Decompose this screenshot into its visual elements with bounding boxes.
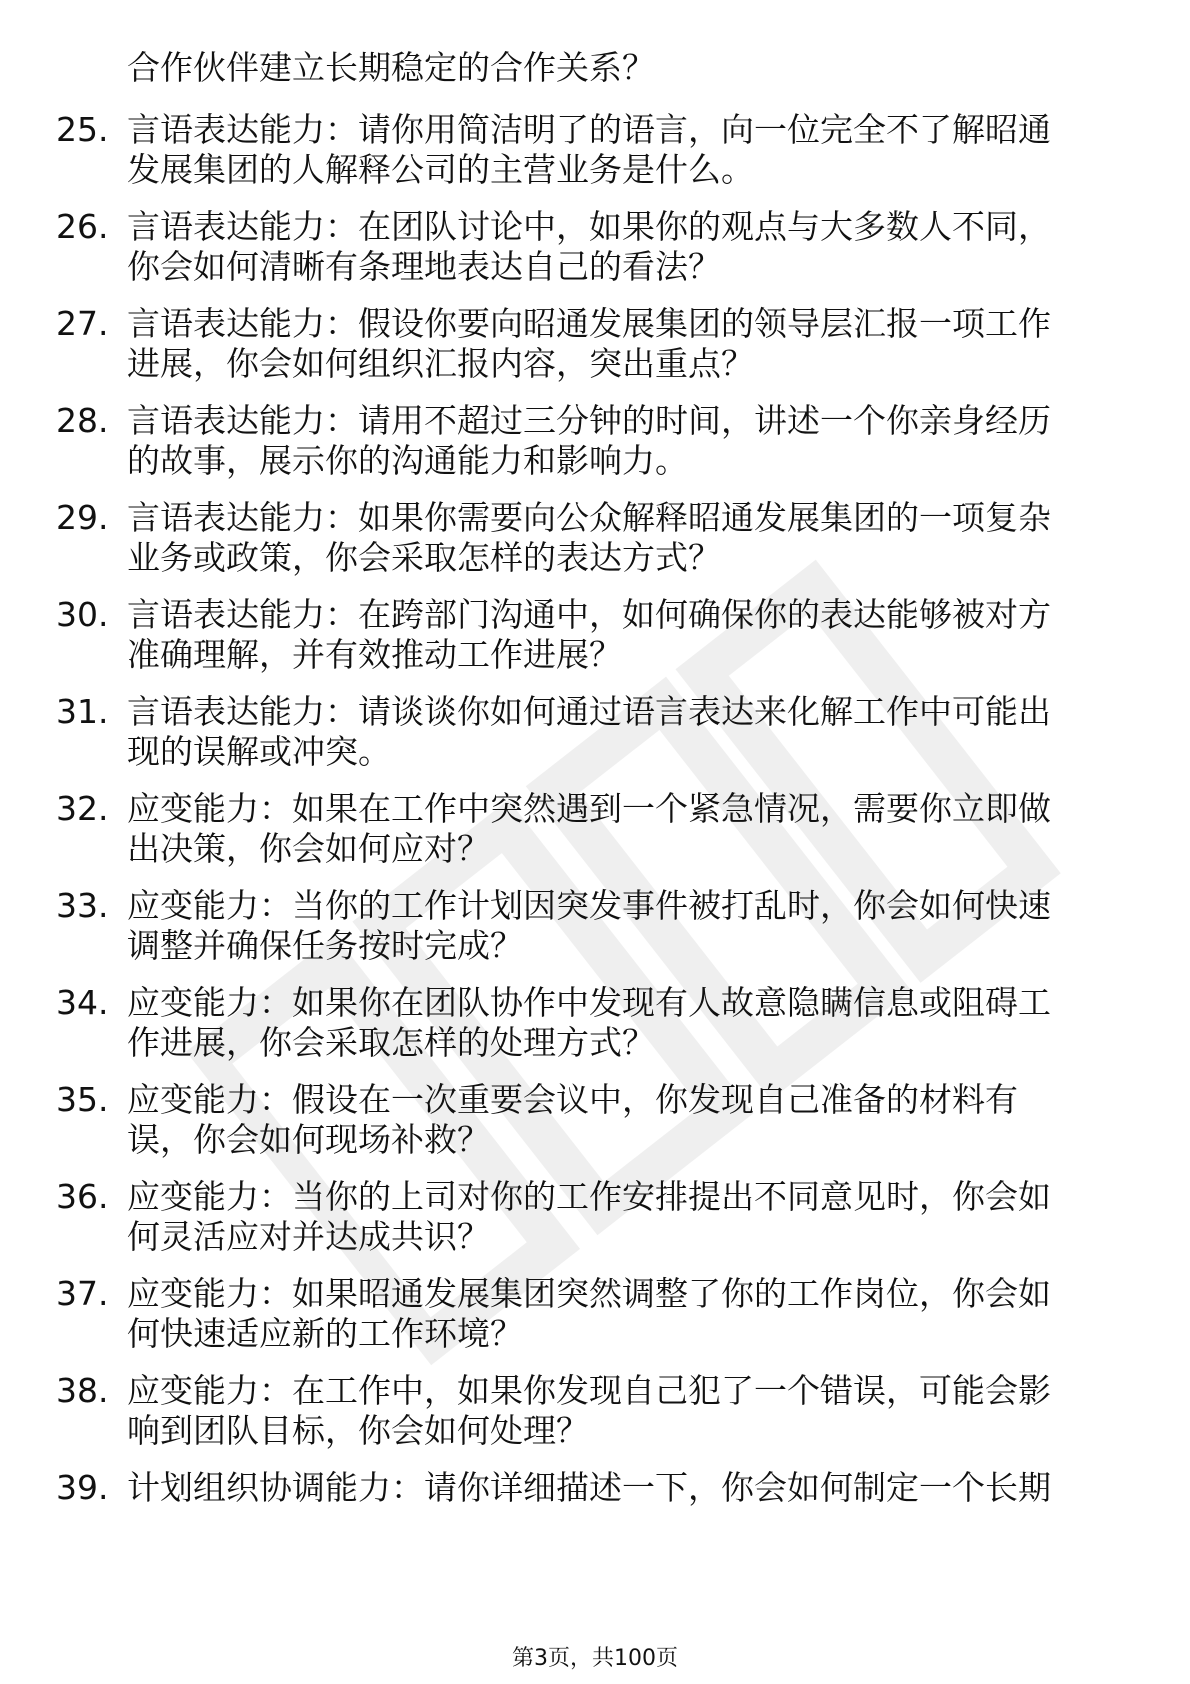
question-number: 26. <box>56 207 109 246</box>
question-number: 33. <box>56 886 109 925</box>
question-text-line: 言语表达能力：在团队讨论中，如果你的观点与大多数人不同， <box>127 207 1051 246</box>
question-text-line: 应变能力：当你的工作计划因突发事件被打乱时，你会如何快速 <box>127 886 1051 925</box>
question-text-line: 言语表达能力：在跨部门沟通中，如何确保你的表达能够被对方 <box>127 595 1051 634</box>
question-text-line: 言语表达能力：假设你要向昭通发展集团的领导层汇报一项工作 <box>127 304 1051 343</box>
question-number: 28. <box>56 401 109 440</box>
question-number: 29. <box>56 498 109 537</box>
question-text-line: 言语表达能力：如果你需要向公众解释昭通发展集团的一项复杂 <box>127 498 1051 537</box>
watermark-logo <box>186 558 1075 1381</box>
question-text-line: 应变能力：在工作中，如果你发现自己犯了一个错误，可能会影 <box>127 1371 1051 1410</box>
question-text-line: 调整并确保任务按时完成？ <box>127 926 523 965</box>
question-text-line: 应变能力：假设在一次重要会议中，你发现自己准备的材料有 <box>127 1080 1018 1119</box>
question-number: 25. <box>56 110 109 149</box>
question-number: 39. <box>56 1468 109 1507</box>
question-number: 36. <box>56 1177 109 1216</box>
question-text-line: 应变能力：当你的上司对你的工作安排提出不同意见时，你会如 <box>127 1177 1051 1216</box>
question-text-line: 应变能力：如果在工作中突然遇到一个紧急情况，需要你立即做 <box>127 789 1051 828</box>
question-text-line: 误，你会如何现场补救？ <box>127 1120 490 1159</box>
question-number: 32. <box>56 789 109 828</box>
question-text-line: 言语表达能力：请用不超过三分钟的时间，讲述一个你亲身经历 <box>127 401 1051 440</box>
question-number: 35. <box>56 1080 109 1119</box>
continuation-line: 合作伙伴建立长期稳定的合作关系？ <box>127 48 655 87</box>
question-text-line: 应变能力：如果你在团队协作中发现有人故意隐瞒信息或阻碍工 <box>127 983 1051 1022</box>
question-number: 31. <box>56 692 109 731</box>
question-number: 34. <box>56 983 109 1022</box>
question-text-line: 何快速适应新的工作环境？ <box>127 1314 523 1353</box>
question-text-line: 应变能力：如果昭通发展集团突然调整了你的工作岗位，你会如 <box>127 1274 1051 1313</box>
question-text-line: 进展，你会如何组织汇报内容，突出重点？ <box>127 344 754 383</box>
question-text-line: 何灵活应对并达成共识？ <box>127 1217 490 1256</box>
question-text-line: 业务或政策，你会采取怎样的表达方式？ <box>127 538 721 577</box>
question-text-line: 作进展，你会采取怎样的处理方式？ <box>127 1023 655 1062</box>
page-footer: 第3页，共100页 <box>512 1646 678 1671</box>
question-text-line: 发展集团的人解释公司的主营业务是什么。 <box>127 150 754 189</box>
question-text-line: 出决策，你会如何应对？ <box>127 829 490 868</box>
question-number: 37. <box>56 1274 109 1313</box>
question-number: 38. <box>56 1371 109 1410</box>
question-text-line: 计划组织协调能力：请你详细描述一下，你会如何制定一个长期 <box>127 1468 1051 1507</box>
question-number: 27. <box>56 304 109 343</box>
question-text-line: 的故事，展示你的沟通能力和影响力。 <box>127 441 688 480</box>
question-text-line: 现的误解或冲突。 <box>127 732 391 771</box>
question-number: 30. <box>56 595 109 634</box>
question-text-line: 准确理解，并有效推动工作进展？ <box>127 635 622 674</box>
question-text-line: 你会如何清晰有条理地表达自己的看法？ <box>127 247 721 286</box>
question-text-line: 言语表达能力：请谈谈你如何通过语言表达来化解工作中可能出 <box>127 692 1051 731</box>
question-text-line: 响到团队目标，你会如何处理？ <box>127 1411 589 1450</box>
question-text-line: 言语表达能力：请你用简洁明了的语言，向一位完全不了解昭通 <box>127 110 1051 149</box>
